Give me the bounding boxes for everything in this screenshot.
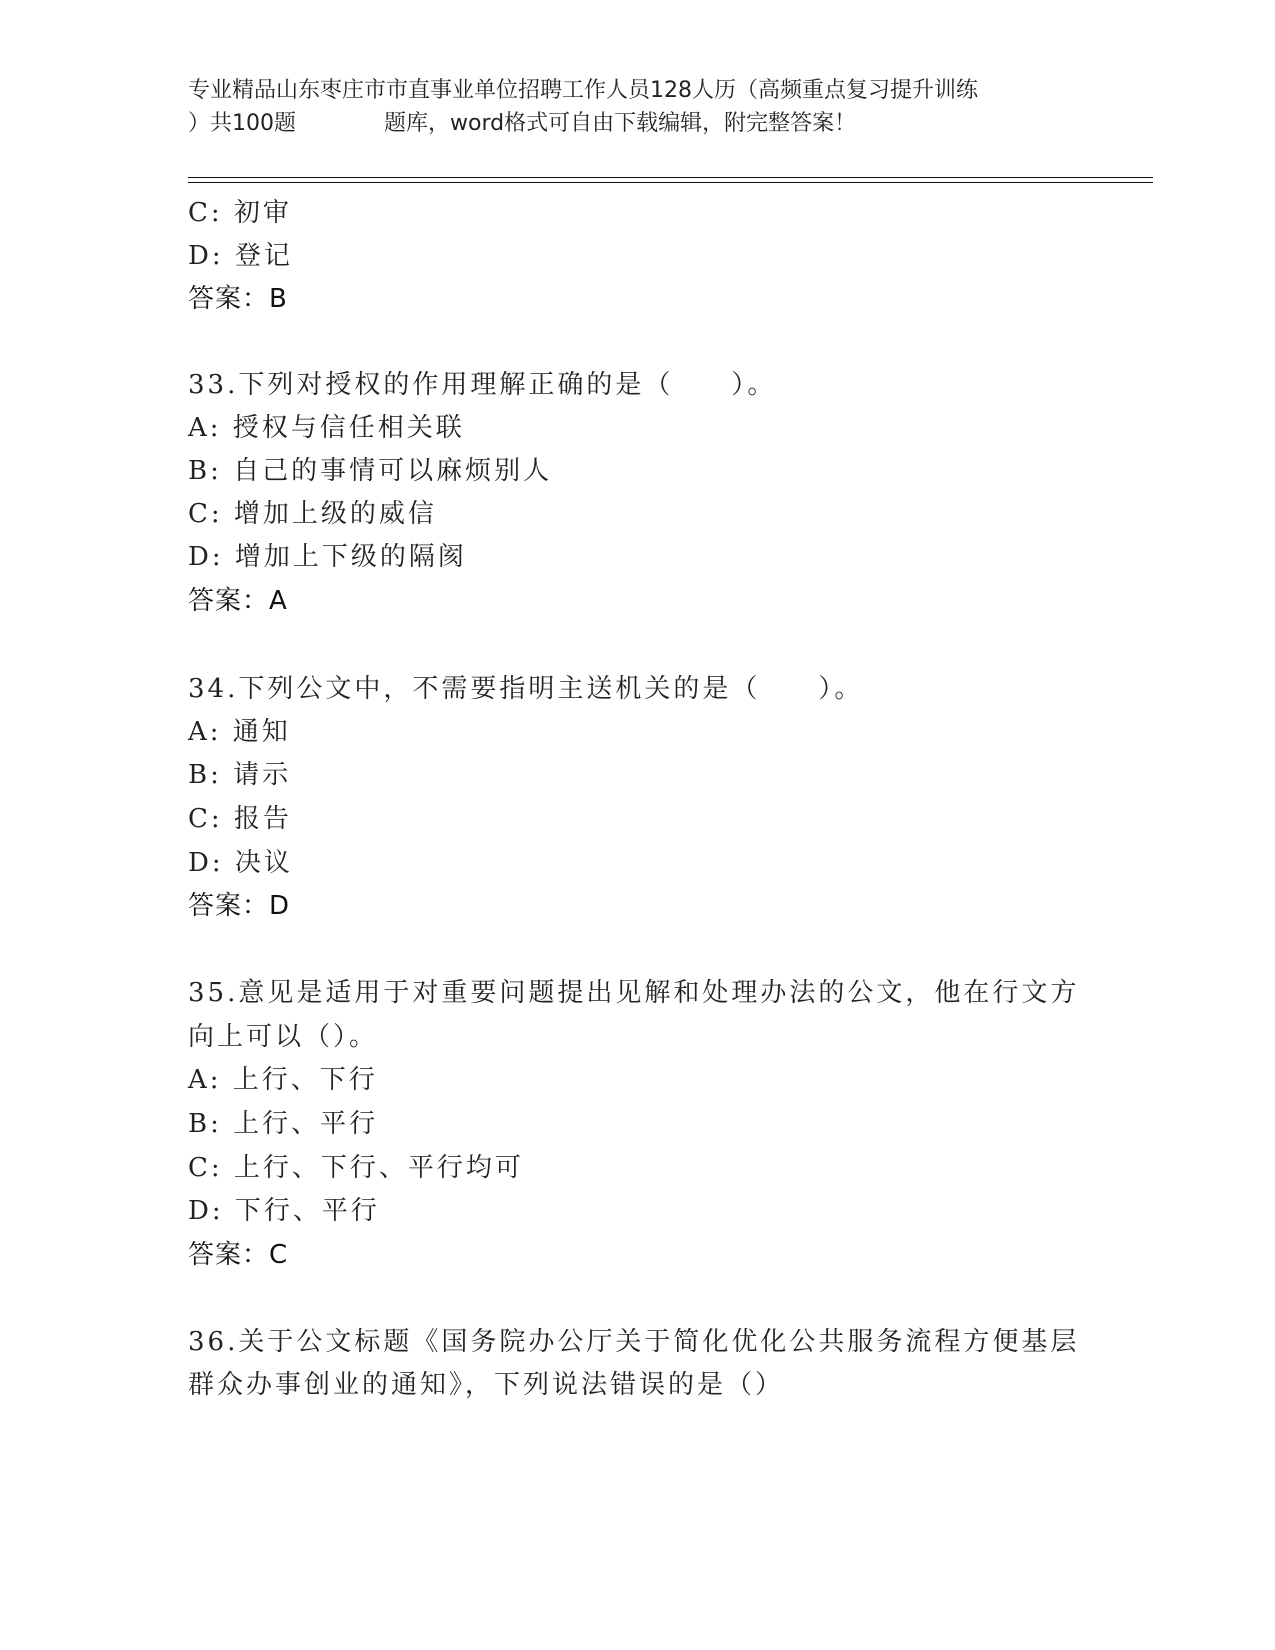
- question-33-answer: 答案：A: [188, 586, 288, 616]
- header-line-2: ）共100题 题库，word格式可自由下载编辑，附完整答案！: [188, 111, 857, 136]
- question-33-option-a: A: 授权与信任相关联: [188, 413, 465, 443]
- question-36-stem-line-1: 36.关于公文标题《国务院办公厅关于简化优化公共服务流程方便基层: [188, 1327, 1080, 1357]
- question-35-option-a: A: 上行、下行: [188, 1065, 378, 1095]
- question-34-option-b: B: 请示: [188, 760, 292, 790]
- option-d-prev: D: 登记: [188, 241, 293, 271]
- question-33-option-c: C: 增加上级的威信: [188, 499, 437, 529]
- question-35-option-b: B: 上行、平行: [188, 1109, 379, 1139]
- document-header: [188, 74, 1088, 140]
- question-33-option-d: D: 增加上下级的隔阂: [188, 542, 467, 572]
- question-35-answer: 答案：C: [188, 1240, 289, 1270]
- question-35-option-c: C: 上行、下行、平行均可: [188, 1153, 524, 1183]
- answer-prev: 答案：B: [188, 284, 288, 314]
- question-35-stem-line-1: 35.意见是适用于对重要问题提出见解和处理办法的公文，他在行文方: [188, 978, 1080, 1008]
- question-33-option-b: B: 自己的事情可以麻烦别人: [188, 456, 553, 486]
- question-34-option-a: A: 通知: [188, 717, 291, 747]
- question-34-answer: 答案：D: [188, 891, 291, 921]
- question-34-stem: 34.下列公文中，不需要指明主送机关的是（ ）。: [188, 674, 864, 704]
- question-35-option-d: D: 下行、平行: [188, 1196, 380, 1226]
- header-divider-bottom: [188, 182, 1153, 183]
- option-c-prev: C: 初审: [188, 198, 292, 228]
- question-36-stem-line-2: 群众办事创业的通知》，下列说法错误的是（）: [188, 1370, 785, 1400]
- question-34-option-d: D: 决议: [188, 848, 293, 878]
- question-35-stem-line-2: 向上可以（）。: [188, 1022, 379, 1052]
- question-33-stem: 33.下列对授权的作用理解正确的是（ ）。: [188, 370, 777, 400]
- header-divider-top: [188, 177, 1153, 178]
- header-line-1: 专业精品山东枣庄市市直事业单位招聘工作人员128人历（高频重点复习提升训练: [188, 78, 978, 103]
- question-34-option-c: C: 报告: [188, 804, 292, 834]
